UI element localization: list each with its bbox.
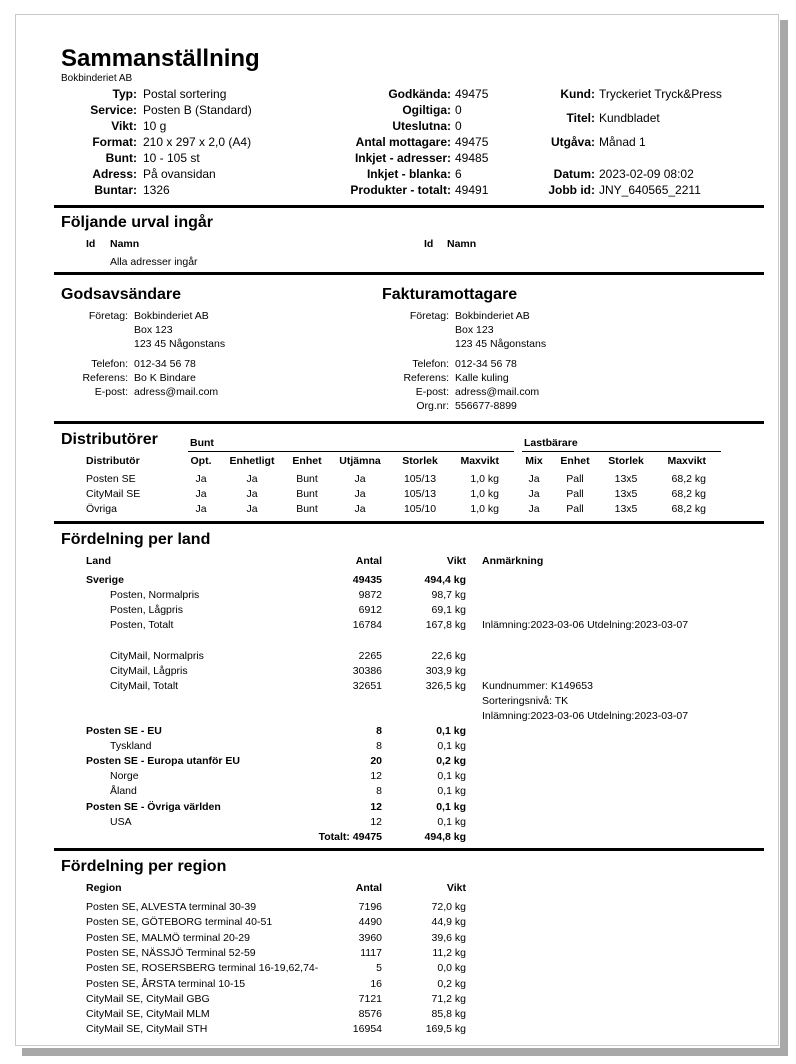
summary-label: Service:: [90, 103, 137, 117]
invoice-foretag-line: 123 45 Någonstans: [455, 338, 547, 350]
summary-value: JNY_640565_2211: [599, 183, 701, 197]
dist-cell: Ja: [528, 503, 540, 515]
summary-label: Utgåva:: [550, 135, 595, 149]
sender-foretag-line: 123 45 Någonstans: [134, 338, 226, 350]
dist-cell: 105/13: [403, 473, 437, 485]
land-row-antal: 12: [370, 815, 382, 828]
summary-label: Produkter - totalt:: [350, 183, 451, 197]
summary-label: Adress:: [92, 167, 137, 181]
summary-value: 6: [455, 167, 462, 181]
dist-cell: Ja: [195, 473, 207, 485]
invoice-telefon-label: Telefon:: [412, 358, 449, 370]
region-col-antal: Antal: [355, 882, 382, 894]
report-title: Sammanställning: [61, 45, 260, 72]
summary-label: Titel:: [566, 111, 595, 125]
dist-col-header: Enhetligt: [229, 455, 275, 467]
summary-label: Inkjet - adresser:: [354, 151, 451, 165]
dist-cell: Ja: [246, 473, 258, 485]
summary-label: Inkjet - blanka:: [366, 167, 451, 181]
region-row-name: Posten SE, NÄSSJÖ Terminal 52-59: [86, 946, 256, 959]
dist-cell: Bunt: [296, 488, 318, 500]
dist-cell: Ja: [354, 503, 366, 515]
dist-cell: Ja: [195, 488, 207, 500]
sender-foretag-label: Företag:: [88, 310, 128, 322]
dist-cell: 1,0 kg: [470, 503, 499, 515]
urval-col-id-2: Id: [424, 238, 434, 250]
land-col-antal: Antal: [355, 555, 382, 567]
dist-cell: Pall: [566, 503, 584, 515]
sender-telefon: 012-34 56 78: [134, 358, 196, 370]
invoice-epost-label: E-post:: [415, 386, 449, 398]
dist-col-header: Maxvikt: [667, 455, 706, 467]
region-row-vikt: 44,9 kg: [431, 916, 466, 929]
dist-group-bunt: Bunt: [190, 437, 214, 449]
dist-col-header: Mix: [525, 455, 543, 467]
dist-cell: Övriga: [86, 503, 117, 515]
summary-label: Uteslutna:: [392, 119, 451, 133]
summary-label: Ogiltiga:: [402, 103, 451, 117]
dist-cell: Ja: [528, 488, 540, 500]
invoice-foretag-label: Företag:: [409, 310, 449, 322]
land-total-vikt: 494,8 kg: [424, 831, 466, 843]
invoice-referens-label: Referens:: [403, 372, 449, 384]
summary-value: 49485: [455, 151, 489, 165]
land-row-name: USA: [110, 815, 132, 828]
page-shadow-bottom: [22, 1048, 788, 1056]
dist-cell: Ja: [354, 473, 366, 485]
land-row-vikt: 494,4 kg: [424, 574, 466, 586]
land-row-antal: 20: [370, 755, 382, 768]
dist-col-header: Enhet: [292, 455, 322, 467]
summary-label: Jobb id:: [548, 183, 595, 197]
summary-label: Datum:: [553, 167, 595, 181]
region-row-vikt: 71,2 kg: [431, 992, 466, 1005]
land-row-antal: 30386: [352, 664, 382, 677]
sender-epost: adress@mail.com: [134, 386, 219, 398]
dist-group-lastbarare: Lastbärare: [524, 437, 578, 449]
region-row-antal: 4490: [358, 916, 382, 929]
land-total-label: [319, 831, 382, 843]
summary-value: 49491: [455, 183, 489, 197]
land-row-name: Posten, Totalt: [110, 619, 174, 632]
summary-label: Format:: [92, 135, 137, 149]
land-row-vikt: 69,1 kg: [431, 604, 466, 617]
land-row-vikt: 98,7 kg: [431, 589, 466, 602]
summary-value: Tryckeriet Tryck&Press: [599, 87, 722, 101]
land-row-name: Sverige: [86, 574, 124, 586]
sender-epost-label: E-post:: [94, 386, 128, 398]
summary-value: Posten B (Standard): [143, 103, 252, 117]
dist-cell: Pall: [566, 473, 584, 485]
region-row-name: CityMail SE, CityMail STH: [86, 1023, 208, 1036]
region-row-antal: 16954: [352, 1023, 382, 1036]
land-row-vikt: 0,1 kg: [436, 800, 466, 813]
land-row-note: Inlämning:2023-03-06 Utdelning:2023-03-07: [482, 709, 689, 722]
dist-col-header: Opt.: [190, 455, 212, 467]
sender-referens-label: Referens:: [82, 372, 128, 384]
land-row-vikt: 22,6 kg: [431, 649, 466, 662]
region-row-name: Posten SE, ROSERSBERG terminal 16-19,62,74-: [86, 962, 319, 975]
page-shadow-right: [780, 20, 788, 1056]
land-row-name: Posten SE - Övriga världen: [86, 800, 221, 813]
land-row-antal: 32651: [352, 679, 382, 692]
land-row-name: Posten, Normalpris: [110, 589, 200, 602]
region-row-antal: 5: [376, 962, 382, 975]
dist-cell: 1,0 kg: [470, 473, 499, 485]
summary-value: 0: [455, 103, 462, 117]
company-name: Bokbinderiet AB: [61, 73, 133, 84]
region-row-antal: 7196: [358, 901, 382, 913]
dist-cell: Bunt: [296, 503, 318, 515]
section-divider: [54, 521, 764, 524]
region-col-region: Region: [86, 882, 122, 894]
dist-col-header: Maxvikt: [460, 455, 499, 467]
land-row-vikt: 326,5 kg: [425, 679, 466, 692]
dist-cell: Bunt: [296, 473, 318, 485]
land-row-antal: 49435: [352, 574, 382, 586]
summary-value: Kundbladet: [599, 111, 660, 125]
dist-cell: Ja: [354, 488, 366, 500]
invoice-epost: adress@mail.com: [455, 386, 540, 398]
summary-label: Godkända:: [388, 87, 451, 101]
dist-group-bunt-underline: [188, 451, 514, 452]
section-divider: [54, 848, 764, 851]
section-divider: [54, 421, 764, 424]
dist-cell: 13x5: [614, 488, 638, 500]
land-row-note: Sorteringsnivå: TK: [482, 694, 569, 707]
land-row-vikt: 0,1 kg: [437, 815, 466, 828]
land-row-vikt: 0,1 kg: [436, 725, 466, 737]
dist-col-header: Storlek: [402, 455, 438, 467]
land-row-antal: 8: [376, 740, 382, 753]
section-divider: [54, 205, 764, 208]
region-row-antal: 16: [370, 977, 382, 990]
sender-telefon-label: Telefon:: [91, 358, 128, 370]
sender-foretag-line: Box 123: [134, 324, 173, 336]
region-row-name: Posten SE, ALVESTA terminal 30-39: [86, 901, 257, 913]
summary-value: 1326: [143, 183, 170, 197]
land-row-antal: 12: [370, 800, 382, 813]
region-row-vikt: 72,0 kg: [431, 901, 466, 913]
summary-value: 10 g: [143, 119, 167, 133]
region-row-name: Posten SE, MALMÖ terminal 20-29: [86, 931, 250, 944]
land-row-vikt: 0,1 kg: [437, 785, 466, 798]
dist-cell: 1,0 kg: [470, 488, 499, 500]
dist-col-header: Enhet: [560, 455, 590, 467]
dist-cell: 13x5: [614, 473, 638, 485]
summary-label: Vikt:: [111, 119, 137, 133]
dist-cell: 13x5: [614, 503, 638, 515]
land-row-note: Kundnummer: K149653: [482, 679, 593, 692]
region-row-antal: 7121: [358, 992, 382, 1005]
summary-value: 49475: [455, 87, 489, 101]
urval-row: Alla adresser ingår: [110, 256, 198, 268]
land-row-vikt: 0,1 kg: [437, 770, 466, 783]
summary-label: Typ:: [112, 87, 137, 101]
dist-col-header: Distributör: [86, 455, 140, 467]
dist-cell: 68,2 kg: [671, 503, 706, 515]
land-row-name: CityMail, Totalt: [110, 679, 179, 692]
region-row-name: CityMail SE, CityMail MLM: [86, 1008, 210, 1021]
summary-value: På ovansidan: [143, 167, 216, 181]
summary-label: Kund:: [560, 87, 595, 101]
land-row-vikt: 0,2 kg: [436, 755, 466, 768]
summary-value: 210 x 297 x 2,0 (A4): [143, 135, 252, 149]
land-row-antal: 2265: [358, 649, 382, 662]
dist-cell: 68,2 kg: [671, 488, 706, 500]
summary-label: Buntar:: [94, 183, 137, 197]
invoice-referens: Kalle kuling: [455, 372, 509, 384]
dist-cell: Ja: [528, 473, 540, 485]
invoice-orgnr: 556677-8899: [455, 400, 517, 412]
dist-group-last-underline: [522, 451, 721, 452]
land-row-name: Posten, Lågpris: [110, 604, 183, 617]
region-row-vikt: 0,2 kg: [437, 977, 466, 990]
land-row-name: Posten SE - Europa utanför EU: [86, 755, 241, 768]
land-row-vikt: 167,8 kg: [425, 619, 466, 632]
sender-foretag-line: Bokbinderiet AB: [134, 310, 209, 322]
summary-value: 49475: [455, 135, 489, 149]
region-row-name: CityMail SE, CityMail GBG: [86, 992, 210, 1005]
region-row-vikt: 39,6 kg: [431, 931, 466, 944]
land-row-antal: 12: [370, 770, 382, 783]
invoice-foretag-line: Bokbinderiet AB: [455, 310, 530, 322]
summary-value: 2023-02-09 08:02: [599, 167, 694, 181]
region-row-name: Posten SE, ÅRSTA terminal 10-15: [86, 977, 246, 990]
land-row-name: Tyskland: [110, 740, 152, 753]
dist-cell: Ja: [246, 503, 258, 515]
invoice-orgnr-label: Org.nr:: [416, 400, 449, 412]
section-divider: [54, 272, 764, 275]
land-col-anmarkning: Anmärkning: [482, 555, 544, 567]
sender-referens: Bo K Bindare: [134, 372, 196, 384]
land-row-name: Posten SE - EU: [86, 725, 162, 737]
summary-value: 0: [455, 119, 462, 133]
land-row-name: Norge: [110, 770, 139, 783]
invoice-foretag-line: Box 123: [455, 324, 494, 336]
dist-cell: Ja: [195, 503, 207, 515]
section-heading-region: Fördelning per region: [61, 858, 227, 875]
dist-cell: CityMail SE: [86, 488, 141, 500]
urval-col-namn-2: Namn: [447, 238, 477, 250]
land-row-antal: 16784: [352, 619, 382, 632]
region-row-antal: 1117: [360, 946, 382, 959]
dist-cell: Ja: [246, 488, 258, 500]
section-heading-urval: Följande urval ingår: [61, 214, 214, 231]
land-row-name: CityMail, Lågpris: [110, 664, 188, 677]
land-row-antal: 9872: [358, 589, 382, 602]
region-row-vikt: 169,5 kg: [425, 1023, 466, 1036]
region-row-name: Posten SE, GÖTEBORG terminal 40-51: [86, 916, 273, 929]
dist-cell: 68,2 kg: [671, 473, 706, 485]
urval-col-namn: Namn: [110, 238, 140, 250]
urval-col-id: Id: [86, 238, 96, 250]
land-row-name: Åland: [110, 785, 137, 798]
summary-value: Postal sortering: [143, 87, 227, 101]
land-row-vikt: 303,9 kg: [425, 664, 466, 677]
land-total-label-text: Totalt:: [318, 831, 350, 843]
region-row-vikt: 0,0 kg: [437, 962, 466, 975]
summary-value: 10 - 105 st: [143, 151, 200, 165]
land-col-land: Land: [86, 555, 112, 567]
section-heading-godsavsandare: Godsavsändare: [61, 286, 182, 303]
summary-label: Antal mottagare:: [355, 135, 451, 149]
region-row-antal: 8576: [358, 1008, 382, 1021]
land-row-note: Inlämning:2023-03-06 Utdelning:2023-03-07: [482, 619, 689, 632]
land-row-antal: 6912: [358, 604, 382, 617]
dist-col-header: Utjämna: [339, 455, 381, 467]
section-heading-fakturamottagare: Fakturamottagare: [382, 286, 518, 303]
region-row-vikt: 85,8 kg: [431, 1008, 466, 1021]
dist-cell: 105/13: [403, 488, 437, 500]
summary-label: Bunt:: [105, 151, 137, 165]
section-heading-land: Fördelning per land: [61, 531, 211, 548]
land-row-name: CityMail, Normalpris: [110, 649, 204, 662]
dist-col-header: Storlek: [608, 455, 644, 467]
land-total-antal: 49475: [352, 831, 382, 843]
land-row-antal: 8: [376, 785, 382, 798]
region-row-vikt: 11,2 kg: [432, 946, 466, 959]
land-row-antal: 8: [376, 725, 382, 737]
invoice-telefon: 012-34 56 78: [455, 358, 517, 370]
dist-cell: Pall: [566, 488, 584, 500]
summary-value: Månad 1: [599, 135, 646, 149]
land-row-vikt: 0,1 kg: [437, 740, 466, 753]
land-col-vikt: Vikt: [446, 555, 466, 567]
section-heading-distributorer: Distributörer: [61, 431, 158, 448]
dist-cell: 105/10: [403, 503, 437, 515]
region-col-vikt: Vikt: [446, 882, 466, 894]
dist-cell: Posten SE: [86, 473, 136, 485]
region-row-antal: 3960: [358, 931, 382, 944]
